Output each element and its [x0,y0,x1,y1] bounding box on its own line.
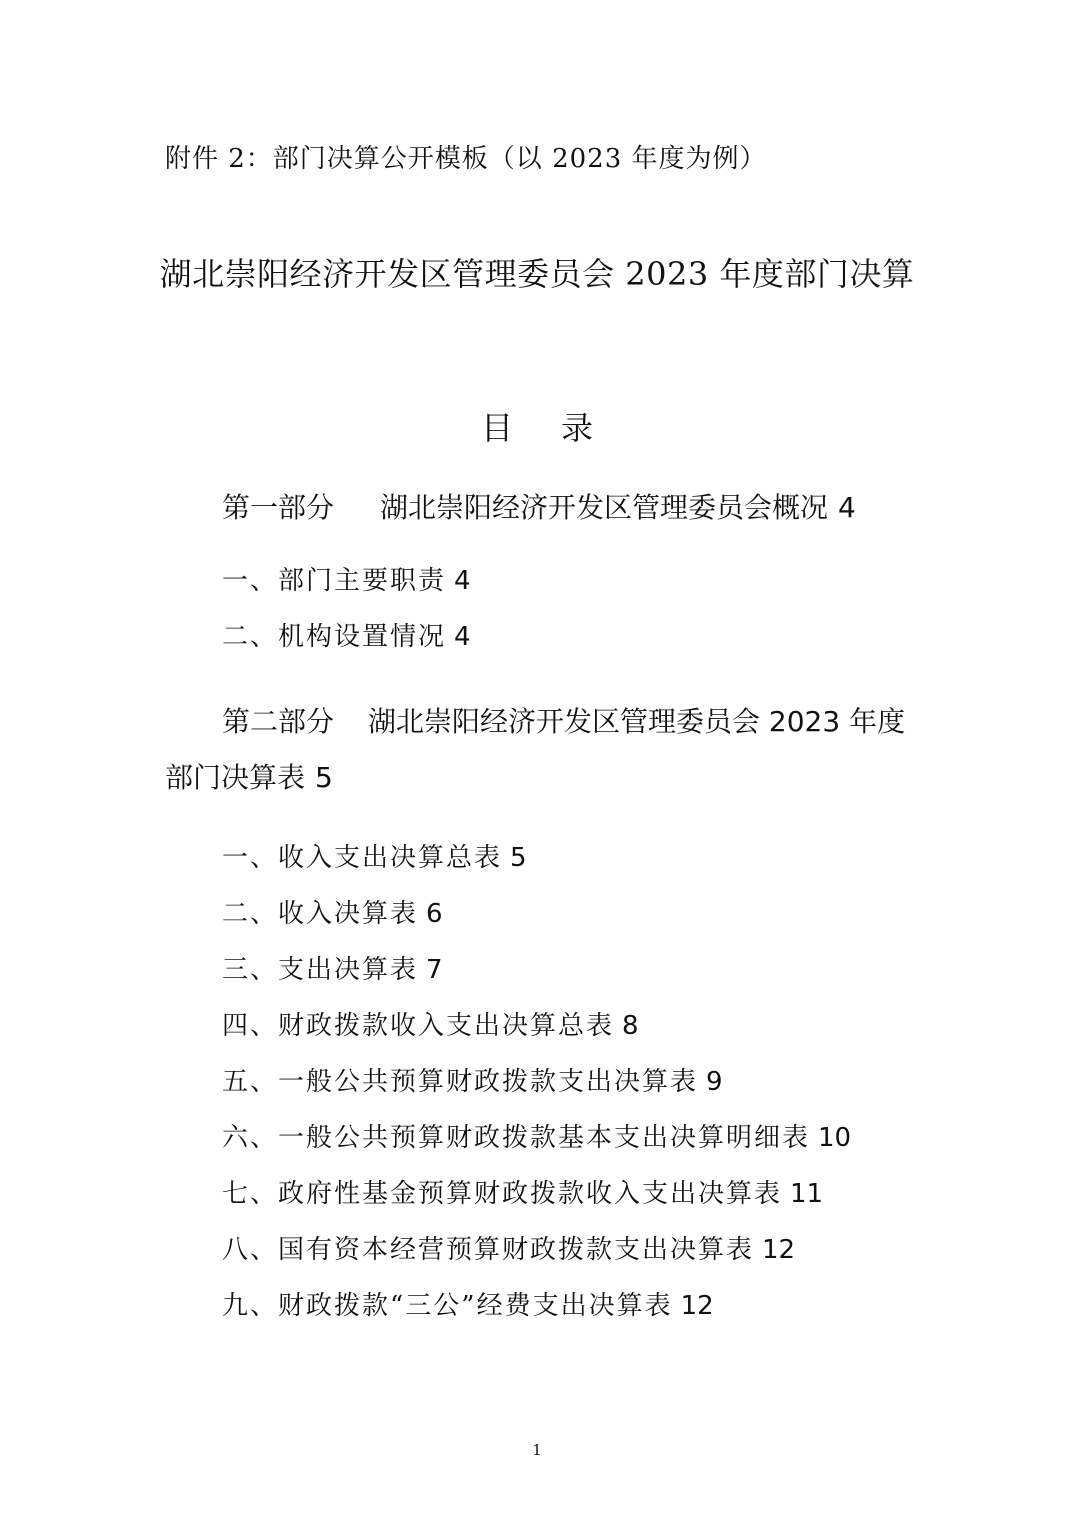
toc-item[interactable] [222,893,443,930]
toc-item-page: 9 [706,1067,723,1097]
toc-item-page: 11 [790,1179,824,1209]
part-two-title-line1: 湖北崇阳经济开发区管理委员会 2023 年度 [368,705,906,738]
toc-item[interactable] [222,1285,714,1322]
toc-item-title: 八、国有资本经营预算财政拨款支出决算表 [222,1235,755,1265]
toc-item-page: 4 [454,566,471,596]
toc-item-title: 四、财政拨款收入支出决算总表 [222,1011,615,1041]
toc-item-title: 二、收入决算表 [222,899,419,929]
toc-item-title: 九、财政拨款“三公”经费支出决算表 [222,1291,673,1321]
part-one-page: 4 [838,491,856,524]
toc-item[interactable] [222,1173,823,1210]
toc-item-page: 12 [762,1235,796,1265]
toc-item[interactable] [222,1229,795,1266]
document-title: 湖北崇阳经济开发区管理委员会 2023 年度部门决算 [159,255,915,293]
toc-item-title: 二、机构设置情况 [222,622,447,652]
toc-item[interactable] [222,560,471,597]
toc-item[interactable] [222,1061,723,1098]
toc-item-title: 一、收入支出决算总表 [222,843,503,873]
part-two-label: 第二部分 [222,705,335,738]
toc-item-title: 三、支出决算表 [222,955,419,985]
toc-item-title: 五、一般公共预算财政拨款支出决算表 [222,1067,699,1097]
toc-item[interactable] [222,1117,851,1154]
toc-item-page: 6 [426,899,443,929]
toc-item-title: 七、政府性基金预算财政拨款收入支出决算表 [222,1179,783,1209]
toc-part-one[interactable] [222,486,856,526]
toc-item-page: 4 [454,622,471,652]
part-two-page: 5 [315,761,333,794]
toc-item-page: 10 [818,1123,852,1153]
toc-item[interactable] [222,1005,639,1042]
toc-item-page: 5 [510,843,527,873]
toc-item[interactable] [222,949,443,986]
toc-item-title: 六、一般公共预算财政拨款基本支出决算明细表 [222,1123,811,1153]
toc-item-page: 8 [622,1011,639,1041]
part-one-title: 湖北崇阳经济开发区管理委员会概况 [380,491,829,524]
part-one-label: 第一部分 [222,491,335,524]
toc-item-page: 7 [426,955,443,985]
part-two-title-line2: 部门决算表 [165,761,306,794]
toc-item[interactable] [222,837,527,874]
attachment-note: 附件 2：部门决算公开模板（以 2023 年度为例） [165,144,767,174]
toc-item-title: 一、部门主要职责 [222,566,447,596]
toc-item-page: 12 [680,1291,714,1321]
toc-heading: 目录 [480,409,641,447]
toc-part-two-line2[interactable] [165,756,333,796]
page-number: 1 [532,1441,542,1459]
toc-part-two-line1[interactable] [222,700,905,740]
toc-item[interactable] [222,616,471,653]
